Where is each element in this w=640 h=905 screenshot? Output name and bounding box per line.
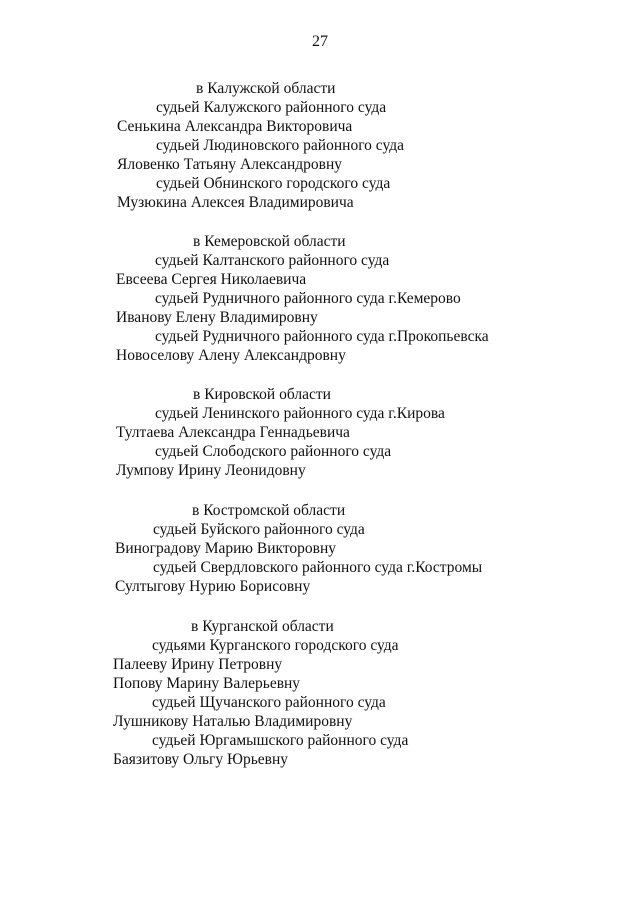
judge-name: Евсеева Сергея Николаевича	[116, 271, 307, 288]
judge-name: Лушникову Наталью Владимировну	[113, 713, 353, 730]
judge-name: Новоселову Алену Александровну	[116, 347, 346, 364]
court-line: судьей Обнинского городского суда	[156, 175, 391, 192]
court-line: судьей Рудничного районного суда г.Кемерово	[155, 290, 461, 307]
judge-name: Виноградову Марию Викторовну	[115, 540, 337, 557]
page-number: 27	[312, 33, 328, 50]
region-heading: в Кемеровской области	[193, 233, 346, 250]
judge-name: Тултаева Александра Геннадьевича	[116, 424, 350, 441]
judge-name: Яловенко Татьяну Александровну	[117, 156, 342, 173]
region-heading: в Курганской области	[191, 618, 334, 635]
court-line: судьей Калтанского районного суда	[155, 252, 390, 269]
court-line: судьей Людиновского районного суда	[156, 137, 405, 154]
court-line: судьями Курганского городского суда	[152, 637, 399, 654]
court-line: судьей Рудничного районного суда г.Прокопьевска	[155, 328, 489, 345]
region-heading: в Костромской области	[192, 502, 346, 519]
judge-name: Султыгову Нурию Борисовну	[115, 578, 311, 595]
judge-name: Попову Марину Валерьевну	[113, 675, 301, 692]
judge-name: Палееву Ирину Петровну	[113, 656, 283, 673]
judge-name: Иванову Елену Владимировну	[116, 309, 318, 326]
judge-name: Музюкина Алексея Владимировича	[117, 194, 354, 211]
court-line: судьей Калужского районного суда	[156, 99, 387, 116]
court-line: судьей Ленинского районного суда г.Кирова	[155, 405, 445, 422]
court-line: судьей Свердловского районного суда г.Костромы	[153, 559, 483, 576]
judge-name: Баязитову Ольгу Юрьевну	[113, 751, 289, 768]
region-heading: в Кировской области	[193, 386, 331, 403]
court-line: судьей Слободского районного суда	[155, 443, 392, 460]
judge-name: Сенькина Александра Викторовича	[117, 118, 353, 135]
court-line: судьей Буйского районного суда	[153, 521, 365, 538]
court-line: судьей Юргамышского районного суда	[152, 732, 409, 749]
court-line: судьей Щучанского районного суда	[152, 694, 386, 711]
region-heading: в Калужской области	[196, 80, 336, 97]
judge-name: Лумпову Ирину Леонидовну	[116, 462, 306, 479]
